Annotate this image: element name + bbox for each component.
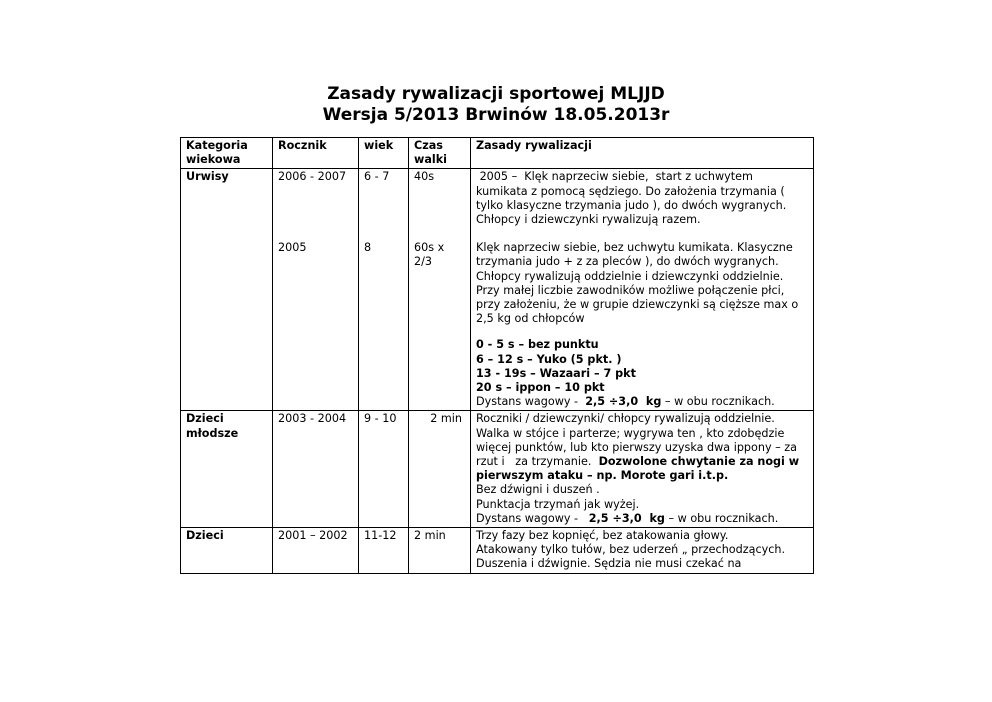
wiek-cell: 11-12 bbox=[359, 528, 409, 574]
weight-distance-value: 2,5 ÷3,0 kg bbox=[585, 395, 662, 409]
rocznik-cell: 2003 - 2004 bbox=[273, 411, 359, 528]
weight-distance-value: 2,5 ÷3,0 kg bbox=[588, 511, 665, 525]
table-header-row bbox=[181, 138, 814, 169]
weight-distance-note: – w obu rocznikach. bbox=[664, 511, 779, 525]
header-wiek: wiek bbox=[359, 138, 409, 169]
document-subtitle: Wersja 5/2013 Brwinów 18.05.2013r bbox=[322, 105, 670, 125]
rocznik-cell: 2006 - 2007 bbox=[273, 169, 359, 240]
weight-distance-note: – w obu rocznikach. bbox=[661, 395, 775, 409]
rocznik-cell: 2005 bbox=[273, 240, 359, 411]
rules-text: Atakowany tylko tułów, bez uderzeń „ przechodzących. bbox=[476, 543, 786, 557]
rules-cell bbox=[471, 169, 814, 240]
scoring-line: 0 - 5 s – bez punktu bbox=[476, 338, 599, 352]
wiek-cell: 9 - 10 bbox=[359, 411, 409, 528]
rules-table bbox=[180, 137, 814, 574]
rules-text: Klęk naprzeciw siebie, bez uchwytu kumikata. Klasyczne trzymania judo + z za pleców ), do dwóch wygranych. bbox=[476, 241, 793, 269]
rules-text: Chłopcy rywalizują oddzielnie i dziewczynki oddzielnie. Przy małej liczbie zawodników możliwe połączenie płci, przy założeniu, że w grupie dziewczynki są cięższe max o 2,5 kg od chłopców bbox=[476, 269, 799, 326]
rules-text: Duszenia i dźwignie. Sędzia nie musi czekać na bbox=[476, 557, 742, 571]
rules-cell bbox=[471, 528, 814, 574]
table-row bbox=[181, 240, 814, 411]
scoring-line: 6 – 12 s – Yuko (5 pkt. ) bbox=[476, 352, 622, 366]
table-row bbox=[181, 528, 814, 574]
wiek-cell: 6 - 7 bbox=[359, 169, 409, 240]
scoring-line: 20 s – ippon – 10 pkt bbox=[476, 381, 605, 395]
table-row bbox=[181, 169, 814, 240]
rules-text: Punktacja trzymań jak wyżej. bbox=[476, 497, 640, 511]
category-dzieci-mlodsze: Dzieci młodsze bbox=[181, 411, 273, 528]
header-zasady: Zasady rywalizacji bbox=[471, 138, 814, 169]
czas-cell: 40s bbox=[409, 169, 471, 240]
category-urwisy: Urwisy bbox=[181, 169, 273, 411]
czas-cell: 2 min bbox=[409, 411, 471, 528]
weight-distance bbox=[476, 395, 808, 409]
weight-distance-label: Dystans wagowy - bbox=[476, 395, 586, 409]
czas-cell: 2 min bbox=[409, 528, 471, 574]
header-czas: Czas walki bbox=[409, 138, 471, 169]
scoring-line: 13 - 19s – Wazaari – 7 pkt bbox=[476, 366, 636, 380]
rules-text: Bez dźwigni i duszeń . bbox=[476, 483, 600, 497]
rules-text: Trzy fazy bez kopnięć, bez atakowania głowy. bbox=[476, 529, 729, 543]
rules-text: 2005 – Klęk naprzeciw siebie, start z uchwytem kumikata z pomocą sędziego. Do założenia trzymania ( tylko klasyczne trzymania judo ), do dwóch wygranych. Chłopcy i dziewczynki rywalizują razem. bbox=[476, 170, 790, 227]
weight-distance-label: Dystans wagowy - bbox=[476, 511, 589, 525]
table-row bbox=[181, 411, 814, 528]
document-title: Zasady rywalizacji sportowej MLJJD bbox=[327, 84, 665, 104]
czas-cell: 60s x 2/3 bbox=[409, 240, 471, 411]
rules-text-part: Roczniki / dziewczynki/ chłopcy rywalizują oddzielnie. Walka w stójce i parterze; wygrywa ten , kto zdobędzie więcej punktów, lub kto pierwszy uzyska dwa ippony – za rzut i za trzymanie. bbox=[476, 412, 801, 469]
weight-distance bbox=[476, 512, 808, 526]
wiek-cell: 8 bbox=[359, 240, 409, 411]
rules-text-bold: Dozwolone chwytanie za nogi w pierwszym ataku – np. Morote gari i.t.p. bbox=[476, 455, 804, 483]
rules-cell bbox=[471, 240, 814, 411]
rules-cell bbox=[471, 411, 814, 528]
header-kategoria: Kategoria wiekowa bbox=[181, 138, 273, 169]
rocznik-cell: 2001 – 2002 bbox=[273, 528, 359, 574]
header-rocznik: Rocznik bbox=[273, 138, 359, 169]
category-dzieci: Dzieci bbox=[181, 528, 273, 574]
rules-text bbox=[476, 412, 808, 483]
